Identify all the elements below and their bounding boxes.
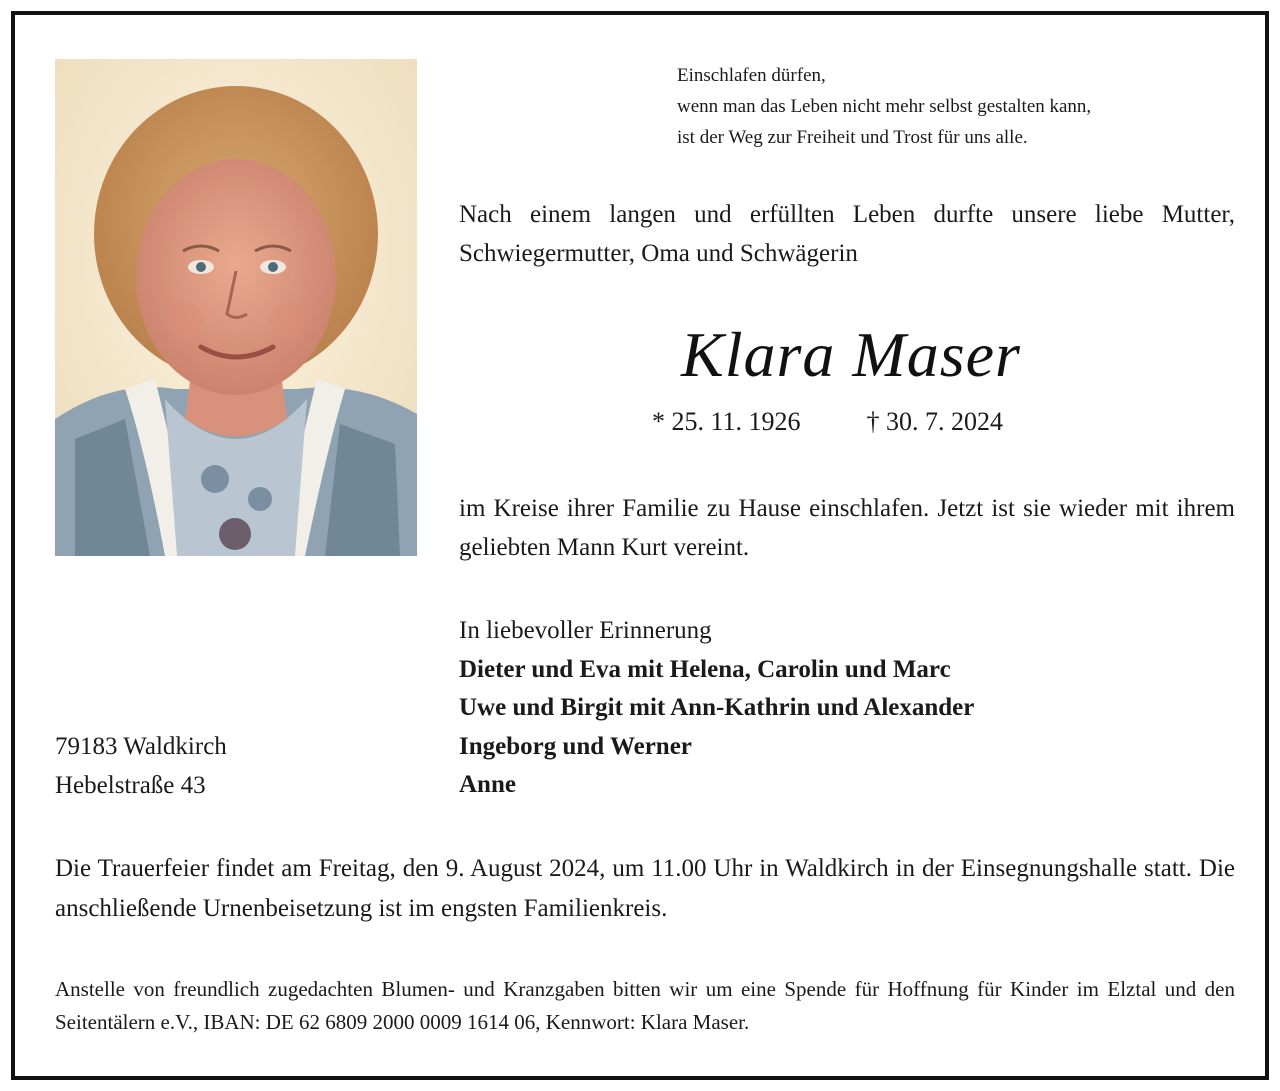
family-line: Dieter und Eva mit Helena, Carolin und Marc [459,655,951,683]
funeral-notice: Die Trauerfeier findet am Freitag, den 9. August 2024, um 11.00 Uhr in Waldkirch in der Einsegnungshalle statt. Die anschließende Urnenbeisetzung ist im engsten Familienkreis. [55,855,1235,922]
family-line: Ingeborg und Werner [459,732,692,760]
motto-line: wenn man das Leben nicht mehr selbst gestalten kann, [677,96,1092,117]
life-dates [652,405,1003,439]
address-street: Hebelstraße 43 [55,771,206,799]
after-text: im Kreise ihrer Familie zu Hause einschlafen. Jetzt ist sie wieder mit ihrem geliebten Mann Kurt vereint. [459,495,1235,561]
mourners-block [459,612,974,805]
obituary-frame [11,11,1269,1080]
motto-verse [677,60,1091,153]
deceased-name: Klara Maser [681,319,1021,390]
signoff-heading: In liebevoller Erinnerung [459,617,712,644]
motto-line: ist der Weg zur Freiheit und Trost für uns alle. [677,127,1028,148]
motto-line: Einschlafen dürfen, [677,65,826,86]
address-block [55,728,227,805]
family-line: Anne [459,771,516,798]
address-city: 79183 Waldkirch [55,733,227,760]
portrait-photo [55,59,417,556]
portrait-illustration [55,59,417,556]
donation-notice: Anstelle von freundlich zugedachten Blumen- und Kranzgaben bitten wir um eine Spende für Hoffnung für Kinder im Elztal und den Seitentälern e.V., IBAN: DE 62 6809 2000 0009 1614 06, Kennwort: Klara Maser. [55,977,1235,1034]
death-date: † 30. 7. 2024 [866,407,1004,436]
intro-text: Nach einem langen und erfüllten Leben durfte unsere liebe Mutter, Schwiegermutter, Oma und Schwägerin [459,201,1235,267]
family-line: Uwe und Birgit mit Ann-Kathrin und Alexander [459,694,975,721]
birth-date: * 25. 11. 1926 [652,407,801,436]
